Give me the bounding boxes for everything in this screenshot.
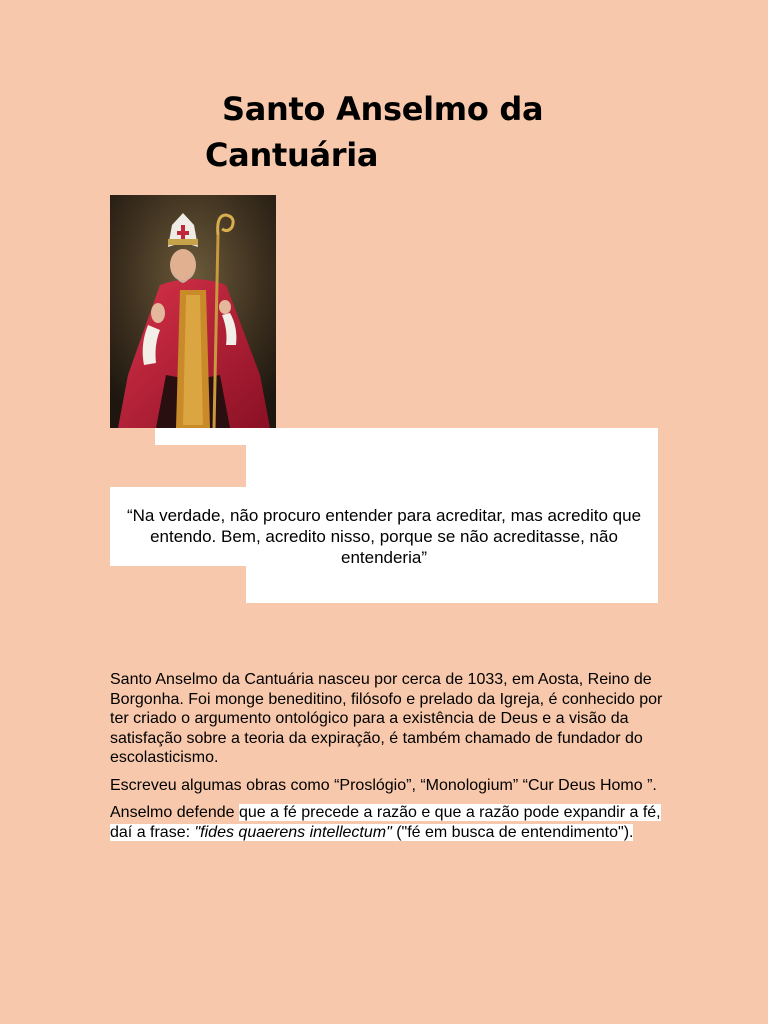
quote-background-top bbox=[155, 428, 658, 445]
latin-phrase: "fides quaerens intellectum" bbox=[194, 823, 392, 841]
biography-paragraph-3 bbox=[110, 803, 670, 842]
saint-portrait-image bbox=[110, 195, 276, 428]
biography-paragraph-1: Santo Anselmo da Cantuária nasceu por cerca de 1033, em Aosta, Reino de Borgonha. Foi monge beneditino, filósofo e prelado da Igreja, é conhecido por ter criado o argumento ontológico para a existência de Deus e a visão da satisfação sobre a teoria da expiração, é também chamado de fundador do escolasticismo. bbox=[110, 671, 663, 766]
saint-quote: “Na verdade, não procuro entender para acreditar, mas acredito que entendo. Bem, acredito nisso, porque se não acreditasse, não entenderia” bbox=[126, 506, 642, 567]
paragraph-3-translation: ("fé em busca de entendimento"). bbox=[391, 823, 634, 841]
biography-paragraph-2: Escreveu algumas obras como “Proslógio”, “Monologium” “Cur Deus Homo ”. bbox=[110, 776, 657, 794]
paragraph-3-text: que a fé precede a razão e que a razão pode expandir a fé, daí a frase: bbox=[110, 804, 661, 841]
paragraph-3-lead: Anselmo defende bbox=[110, 804, 239, 821]
biography-text bbox=[110, 670, 670, 850]
page-title-line-1: Santo Anselmo da bbox=[222, 90, 544, 128]
page-title-line-2: Cantuária bbox=[205, 136, 379, 174]
